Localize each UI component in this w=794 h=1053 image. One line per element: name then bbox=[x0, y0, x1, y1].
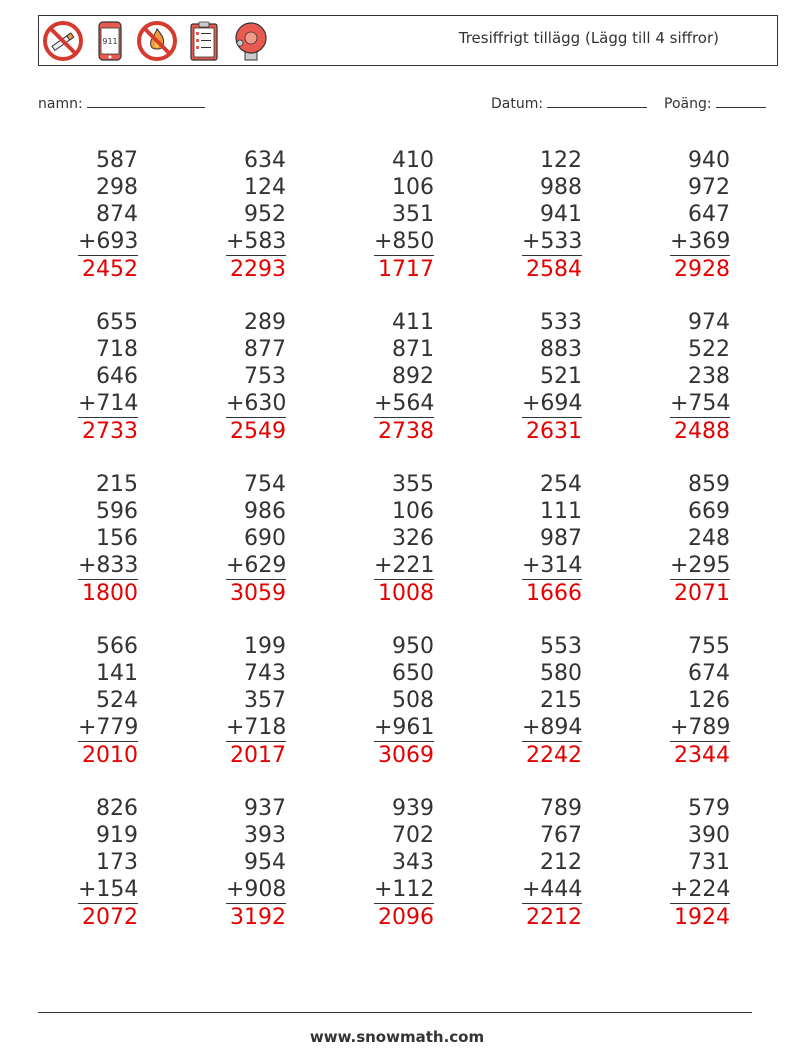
addend-2: 988 bbox=[540, 175, 582, 200]
addend-4: +714 bbox=[78, 391, 139, 416]
phone-911-icon bbox=[89, 19, 131, 63]
addend-1: 410 bbox=[392, 148, 434, 173]
addend-1: 950 bbox=[392, 634, 434, 659]
addend-3: 357 bbox=[244, 688, 286, 713]
score-label: Poäng: bbox=[664, 96, 712, 112]
phone-911-label: 911 bbox=[102, 37, 118, 46]
addition-problem bbox=[226, 633, 286, 769]
addend-2: 972 bbox=[688, 175, 730, 200]
addend-3: 521 bbox=[540, 364, 582, 389]
addend-1: 122 bbox=[540, 148, 582, 173]
addend-4: +833 bbox=[78, 553, 139, 578]
addend-4: +850 bbox=[374, 229, 435, 254]
date-label: Datum: bbox=[491, 96, 544, 112]
addend-4: +908 bbox=[226, 877, 287, 902]
addend-2: 871 bbox=[392, 337, 434, 362]
addend-3: 690 bbox=[244, 526, 286, 551]
addend-1: 937 bbox=[244, 796, 286, 821]
addend-2: 124 bbox=[244, 175, 286, 200]
score-line[interactable] bbox=[716, 93, 766, 108]
addend-1: 215 bbox=[96, 472, 138, 497]
addend-3: 524 bbox=[96, 688, 138, 713]
addend-3: 874 bbox=[96, 202, 138, 227]
addend-3: 647 bbox=[688, 202, 730, 227]
addition-problem bbox=[670, 795, 730, 931]
answer: 2631 bbox=[526, 419, 582, 444]
answer: 1800 bbox=[82, 581, 138, 606]
date-field[interactable] bbox=[491, 93, 647, 112]
addend-4: +112 bbox=[374, 877, 435, 902]
addend-2: 111 bbox=[540, 499, 582, 524]
addend-1: 754 bbox=[244, 472, 286, 497]
addition-problem bbox=[374, 471, 434, 607]
date-line[interactable] bbox=[547, 93, 647, 108]
answer: 3059 bbox=[230, 581, 286, 606]
addend-4: +369 bbox=[670, 229, 731, 254]
no-smoking-icon bbox=[42, 19, 84, 63]
addend-1: 755 bbox=[688, 634, 730, 659]
answer: 1924 bbox=[674, 905, 730, 930]
addend-1: 974 bbox=[688, 310, 730, 335]
addition-problem bbox=[78, 633, 138, 769]
addition-problem bbox=[374, 309, 434, 445]
addend-1: 634 bbox=[244, 148, 286, 173]
addend-2: 390 bbox=[688, 823, 730, 848]
addend-2: 743 bbox=[244, 661, 286, 686]
footer-site: www.snowmath.com bbox=[309, 1028, 485, 1046]
addition-problem bbox=[78, 309, 138, 445]
answer: 2072 bbox=[82, 905, 138, 930]
addition-problem bbox=[670, 309, 730, 445]
answer: 3192 bbox=[230, 905, 286, 930]
addition-problem bbox=[226, 471, 286, 607]
addend-3: 343 bbox=[392, 850, 434, 875]
addend-1: 826 bbox=[96, 796, 138, 821]
alarm-bell-icon bbox=[230, 19, 272, 63]
addend-2: 718 bbox=[96, 337, 138, 362]
addition-problem bbox=[78, 471, 138, 607]
answer: 3069 bbox=[378, 743, 434, 768]
addend-3: 952 bbox=[244, 202, 286, 227]
addend-4: +630 bbox=[226, 391, 287, 416]
addend-4: +154 bbox=[78, 877, 139, 902]
worksheet-header bbox=[38, 15, 778, 66]
addend-4: +224 bbox=[670, 877, 731, 902]
addend-3: 646 bbox=[96, 364, 138, 389]
answer: 2928 bbox=[674, 257, 730, 282]
addend-2: 650 bbox=[392, 661, 434, 686]
name-label: namn: bbox=[38, 96, 83, 112]
addend-2: 767 bbox=[540, 823, 582, 848]
addition-problem bbox=[78, 147, 138, 283]
addend-2: 596 bbox=[96, 499, 138, 524]
answer: 1008 bbox=[378, 581, 434, 606]
addend-1: 940 bbox=[688, 148, 730, 173]
addition-problem bbox=[374, 147, 434, 283]
answer: 2584 bbox=[526, 257, 582, 282]
addend-2: 106 bbox=[392, 175, 434, 200]
addend-2: 522 bbox=[688, 337, 730, 362]
addend-4: +754 bbox=[670, 391, 731, 416]
addend-4: +583 bbox=[226, 229, 287, 254]
checklist-icon bbox=[183, 19, 225, 63]
addend-3: 508 bbox=[392, 688, 434, 713]
no-fire-icon bbox=[136, 19, 178, 63]
addend-4: +693 bbox=[78, 229, 139, 254]
addend-4: +779 bbox=[78, 715, 139, 740]
addition-problem bbox=[670, 147, 730, 283]
addend-4: +295 bbox=[670, 553, 731, 578]
addition-problem bbox=[374, 795, 434, 931]
addend-1: 199 bbox=[244, 634, 286, 659]
answer: 2738 bbox=[378, 419, 434, 444]
addition-problem bbox=[226, 309, 286, 445]
addend-4: +221 bbox=[374, 553, 435, 578]
addend-4: +444 bbox=[522, 877, 583, 902]
addend-4: +533 bbox=[522, 229, 583, 254]
addend-4: +961 bbox=[374, 715, 435, 740]
addend-2: 141 bbox=[96, 661, 138, 686]
answer: 2549 bbox=[230, 419, 286, 444]
addend-3: 941 bbox=[540, 202, 582, 227]
answer: 2452 bbox=[82, 257, 138, 282]
addend-1: 533 bbox=[540, 310, 582, 335]
addend-4: +314 bbox=[522, 553, 583, 578]
answer: 2733 bbox=[82, 419, 138, 444]
answer: 2212 bbox=[526, 905, 582, 930]
addend-3: 326 bbox=[392, 526, 434, 551]
addend-1: 566 bbox=[96, 634, 138, 659]
footer-divider bbox=[38, 1012, 752, 1013]
addend-1: 411 bbox=[392, 310, 434, 335]
answer: 2017 bbox=[230, 743, 286, 768]
addend-4: +789 bbox=[670, 715, 731, 740]
addition-problem bbox=[670, 471, 730, 607]
answer: 2293 bbox=[230, 257, 286, 282]
answer: 2488 bbox=[674, 419, 730, 444]
addition-problem bbox=[670, 633, 730, 769]
addition-problem bbox=[522, 471, 582, 607]
addend-2: 883 bbox=[540, 337, 582, 362]
addend-2: 702 bbox=[392, 823, 434, 848]
addend-3: 248 bbox=[688, 526, 730, 551]
answer: 1717 bbox=[378, 257, 434, 282]
addend-2: 580 bbox=[540, 661, 582, 686]
addend-4: +629 bbox=[226, 553, 287, 578]
addend-2: 877 bbox=[244, 337, 286, 362]
addend-3: 238 bbox=[688, 364, 730, 389]
addition-problem bbox=[226, 795, 286, 931]
addend-2: 919 bbox=[96, 823, 138, 848]
addend-1: 939 bbox=[392, 796, 434, 821]
header-icons bbox=[42, 19, 272, 63]
addend-2: 674 bbox=[688, 661, 730, 686]
name-line[interactable] bbox=[87, 93, 205, 108]
addend-3: 954 bbox=[244, 850, 286, 875]
score-field[interactable] bbox=[664, 93, 766, 112]
addend-3: 156 bbox=[96, 526, 138, 551]
addend-2: 393 bbox=[244, 823, 286, 848]
addend-4: +564 bbox=[374, 391, 435, 416]
addend-3: 351 bbox=[392, 202, 434, 227]
addend-1: 579 bbox=[688, 796, 730, 821]
addend-1: 355 bbox=[392, 472, 434, 497]
answer: 2010 bbox=[82, 743, 138, 768]
addend-3: 215 bbox=[540, 688, 582, 713]
answer: 2242 bbox=[526, 743, 582, 768]
addend-1: 587 bbox=[96, 148, 138, 173]
addend-4: +894 bbox=[522, 715, 583, 740]
addend-1: 553 bbox=[540, 634, 582, 659]
addition-problem bbox=[78, 795, 138, 931]
answer: 1666 bbox=[526, 581, 582, 606]
name-field[interactable] bbox=[38, 93, 205, 112]
addend-3: 212 bbox=[540, 850, 582, 875]
addend-2: 986 bbox=[244, 499, 286, 524]
addend-3: 731 bbox=[688, 850, 730, 875]
addition-problem bbox=[522, 795, 582, 931]
addend-2: 106 bbox=[392, 499, 434, 524]
addend-1: 655 bbox=[96, 310, 138, 335]
addend-3: 987 bbox=[540, 526, 582, 551]
addend-2: 669 bbox=[688, 499, 730, 524]
addition-problem bbox=[374, 633, 434, 769]
addend-3: 126 bbox=[688, 688, 730, 713]
addend-3: 892 bbox=[392, 364, 434, 389]
answer: 2344 bbox=[674, 743, 730, 768]
addend-1: 289 bbox=[244, 310, 286, 335]
addend-1: 254 bbox=[540, 472, 582, 497]
addition-problem bbox=[522, 309, 582, 445]
addend-1: 789 bbox=[540, 796, 582, 821]
addend-1: 859 bbox=[688, 472, 730, 497]
addend-3: 753 bbox=[244, 364, 286, 389]
addend-4: +718 bbox=[226, 715, 287, 740]
answer: 2096 bbox=[378, 905, 434, 930]
worksheet-title: Tresiffrigt tillägg (Lägg till 4 siffror) bbox=[458, 29, 719, 47]
answer: 2071 bbox=[674, 581, 730, 606]
addend-2: 298 bbox=[96, 175, 138, 200]
addition-problem bbox=[522, 633, 582, 769]
addend-3: 173 bbox=[96, 850, 138, 875]
addition-problem bbox=[522, 147, 582, 283]
addend-4: +694 bbox=[522, 391, 583, 416]
addition-problem bbox=[226, 147, 286, 283]
